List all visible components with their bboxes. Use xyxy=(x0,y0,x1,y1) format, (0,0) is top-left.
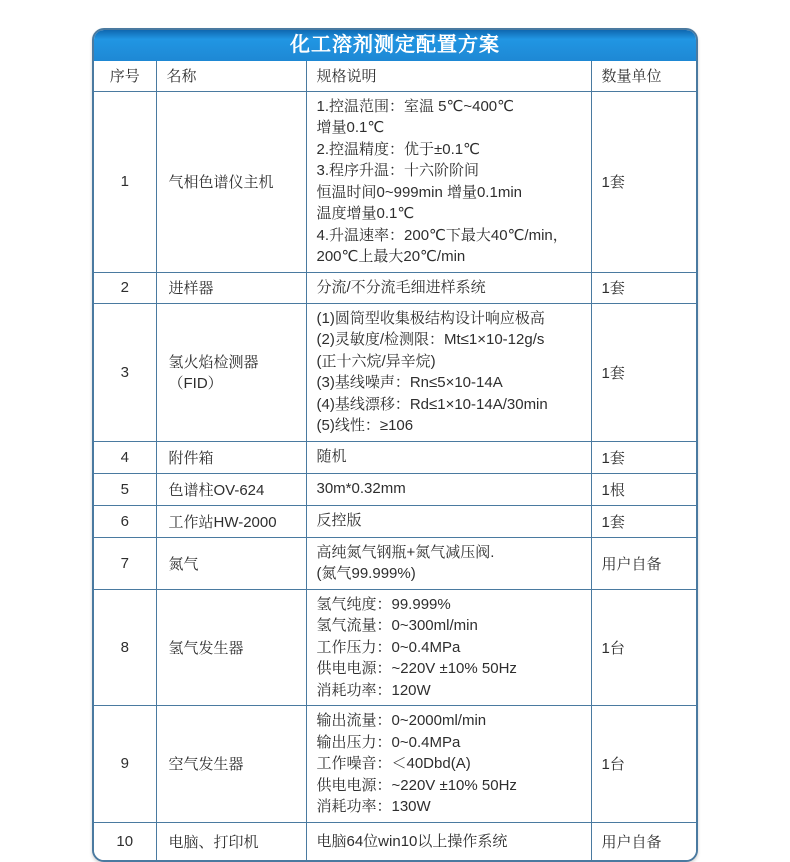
spec-line: 消耗功率：130W xyxy=(316,798,431,815)
spec-line: 高纯氮气钢瓶+氮气减压阀. xyxy=(316,543,495,561)
cell-spec xyxy=(306,505,591,537)
spec-line: (5)线性：≥106 xyxy=(316,417,414,434)
cell-quantity: 用户自备 xyxy=(591,537,696,589)
table-row xyxy=(94,589,696,706)
table-row xyxy=(94,272,696,303)
cell-spec xyxy=(306,441,591,473)
cell-name: 附件箱 xyxy=(156,441,306,473)
spec-line: 4.升温速率：200℃下最大40℃/min， xyxy=(316,226,568,244)
col-header-no: 序号 xyxy=(94,61,156,91)
spec-line: 电脑64位win10以上操作系统 xyxy=(316,832,508,850)
spec-line: 输出压力：0~0.4MPa xyxy=(316,733,461,751)
spec-line: (1)圆筒型收集极结构设计响应极高 xyxy=(316,309,545,327)
col-header-spec: 规格说明 xyxy=(306,61,591,91)
cell-index: 10 xyxy=(94,822,156,860)
cell-name: 进样器 xyxy=(156,272,306,303)
cell-name: 氮气 xyxy=(156,537,306,589)
cell-spec xyxy=(306,272,591,303)
spec-line: (正十六烷/异辛烷) xyxy=(316,352,436,370)
table-body xyxy=(94,91,696,860)
cell-name: 氢火焰检测器（FID） xyxy=(156,303,306,441)
spec-line: 增量0.1℃ xyxy=(316,119,385,136)
cell-index: 2 xyxy=(94,272,156,303)
spec-line: 工作压力：0~0.4MPa xyxy=(316,638,461,656)
spec-line: 3.程序升温：十六阶阶间 xyxy=(316,162,480,179)
cell-index: 8 xyxy=(94,589,156,706)
header-row xyxy=(94,61,696,91)
table-row xyxy=(94,505,696,537)
table-row xyxy=(94,706,696,823)
spec-line: (3)基线噪声：Rn≤5×10-14A xyxy=(316,374,503,391)
spec-table xyxy=(94,61,696,860)
spec-line: 随机 xyxy=(316,448,347,466)
spec-line: (氮气99.999%) xyxy=(316,565,416,582)
cell-index: 3 xyxy=(94,303,156,441)
spec-line: 工作噪音：＜40Dbd(A) xyxy=(316,755,471,772)
table-row xyxy=(94,473,696,505)
table-row xyxy=(94,537,696,589)
spec-line: 供电电源：~220V ±10% 50Hz xyxy=(316,660,517,677)
spec-line: 30m*0.32mm xyxy=(316,480,406,498)
col-header-name: 名称 xyxy=(156,61,306,91)
table-row xyxy=(94,303,696,441)
spec-line: 温度增量0.1℃ xyxy=(316,205,415,222)
spec-line: 氢气纯度：99.999% xyxy=(316,595,451,613)
spec-line: 200℃上最大20℃/min xyxy=(316,248,466,265)
cell-name: 气相色谱仪主机 xyxy=(156,91,306,272)
cell-spec xyxy=(306,706,591,823)
cell-name: 工作站HW-2000 xyxy=(156,505,306,537)
cell-name: 空气发生器 xyxy=(156,706,306,823)
table-row xyxy=(94,441,696,473)
cell-quantity: 1套 xyxy=(591,91,696,272)
table-row xyxy=(94,91,696,272)
spec-line: 供电电源：~220V ±10% 50Hz xyxy=(316,776,517,794)
cell-quantity: 1套 xyxy=(591,441,696,473)
cell-index: 5 xyxy=(94,473,156,505)
spec-line: 消耗功率：120W xyxy=(316,681,431,699)
cell-name: 色谱柱OV-624 xyxy=(156,473,306,505)
cell-quantity: 1套 xyxy=(591,505,696,537)
spec-line: 恒温时间0~999min 增量0.1min xyxy=(316,183,522,201)
cell-name: 氢气发生器 xyxy=(156,589,306,706)
spec-line: (2)灵敏度/检测限：Mt≤1×10-12g/s xyxy=(316,331,545,348)
panel-title: 化工溶剂测定配置方案 xyxy=(94,30,696,61)
cell-quantity: 1套 xyxy=(591,303,696,441)
spec-line: 氢气流量：0~300ml/min xyxy=(316,617,478,634)
cell-name: 电脑、打印机 xyxy=(156,822,306,860)
cell-spec xyxy=(306,589,591,706)
config-spec-panel xyxy=(92,28,698,862)
spec-line: 1.控温范围：室温 5℃~400℃ xyxy=(316,97,514,115)
cell-index: 7 xyxy=(94,537,156,589)
cell-index: 9 xyxy=(94,706,156,823)
table-row xyxy=(94,822,696,860)
cell-quantity: 1台 xyxy=(591,706,696,823)
spec-line: (4)基线漂移：Rd≤1×10-14A/30min xyxy=(316,395,548,413)
cell-spec xyxy=(306,822,591,860)
cell-spec xyxy=(306,473,591,505)
cell-spec xyxy=(306,91,591,272)
cell-index: 1 xyxy=(94,91,156,272)
cell-quantity: 1套 xyxy=(591,272,696,303)
spec-line: 分流/不分流毛细进样系统 xyxy=(316,278,486,296)
cell-index: 4 xyxy=(94,441,156,473)
spec-line: 反控版 xyxy=(316,512,362,530)
spec-line: 2.控温精度：优于±0.1℃ xyxy=(316,140,480,158)
spec-line: 输出流量：0~2000ml/min xyxy=(316,712,487,729)
cell-quantity: 1根 xyxy=(591,473,696,505)
col-header-qty: 数量单位 xyxy=(591,61,696,91)
cell-spec xyxy=(306,537,591,589)
cell-quantity: 用户自备 xyxy=(591,822,696,860)
cell-index: 6 xyxy=(94,505,156,537)
cell-quantity: 1台 xyxy=(591,589,696,706)
cell-spec xyxy=(306,303,591,441)
